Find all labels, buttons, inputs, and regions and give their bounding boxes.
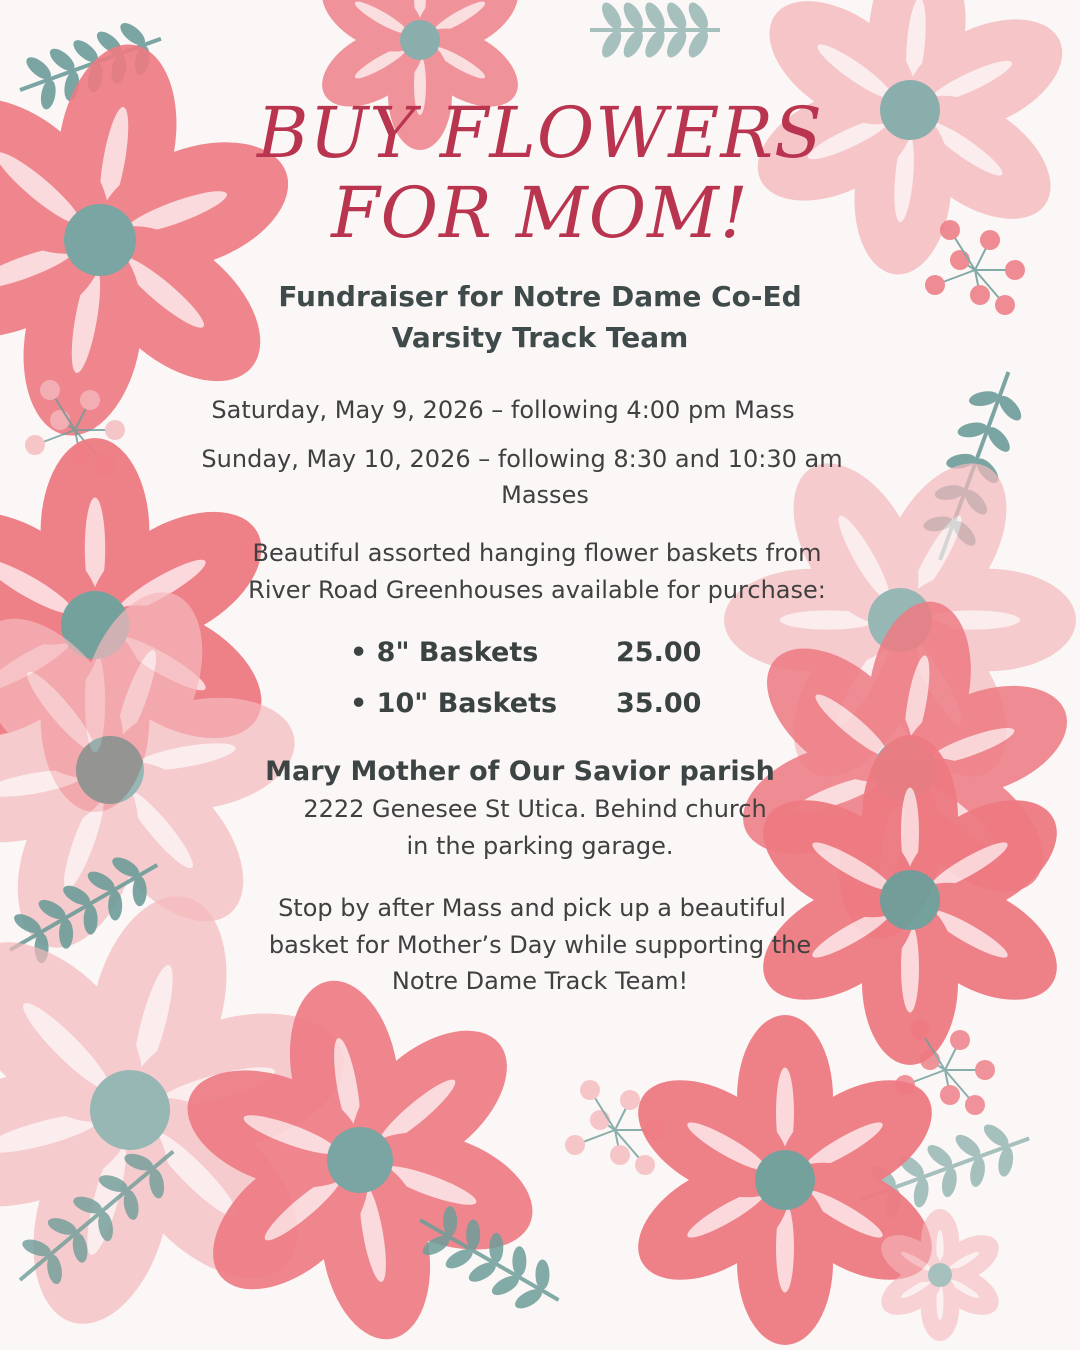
- closing-line-2: basket for Mother’s Day while supporting the: [268, 931, 812, 959]
- schedule-saturday: Saturday, May 9, 2026 – following 4:00 pm Mass: [211, 396, 795, 424]
- location-name: Mary Mother of Our Savior parish: [265, 756, 775, 787]
- location-address: 2222 Genesee St Utica. Behind church: [303, 795, 767, 823]
- closing-line-1: Stop by after Mass and pick up a beautiful: [278, 894, 786, 922]
- schedule-sunday: Sunday, May 10, 2026 – following 8:30 and 10:30 am: [201, 445, 843, 473]
- description-line-1: Beautiful assorted hanging flower baskets from: [252, 539, 822, 567]
- location-directions: in the parking garage.: [406, 832, 674, 860]
- subtitle-line-2: Varsity Track Team: [391, 321, 689, 354]
- price-item: • 10" Baskets: [350, 688, 558, 719]
- schedule-sunday-cont: Masses: [501, 481, 589, 509]
- title-line-2: FOR MOM!: [331, 172, 749, 254]
- price-value: 25.00: [616, 637, 702, 668]
- description-line-2: River Road Greenhouses available for purchase:: [248, 576, 826, 604]
- subtitle-line-1: Fundraiser for Notre Dame Co-Ed: [278, 280, 802, 313]
- title-line-1: BUY FLOWERS: [256, 92, 824, 174]
- price-value: 35.00: [616, 688, 702, 719]
- closing-line-3: Notre Dame Track Team!: [391, 967, 689, 995]
- leaf-sprig-icon: [590, 0, 720, 60]
- price-item: • 8" Baskets: [350, 637, 539, 668]
